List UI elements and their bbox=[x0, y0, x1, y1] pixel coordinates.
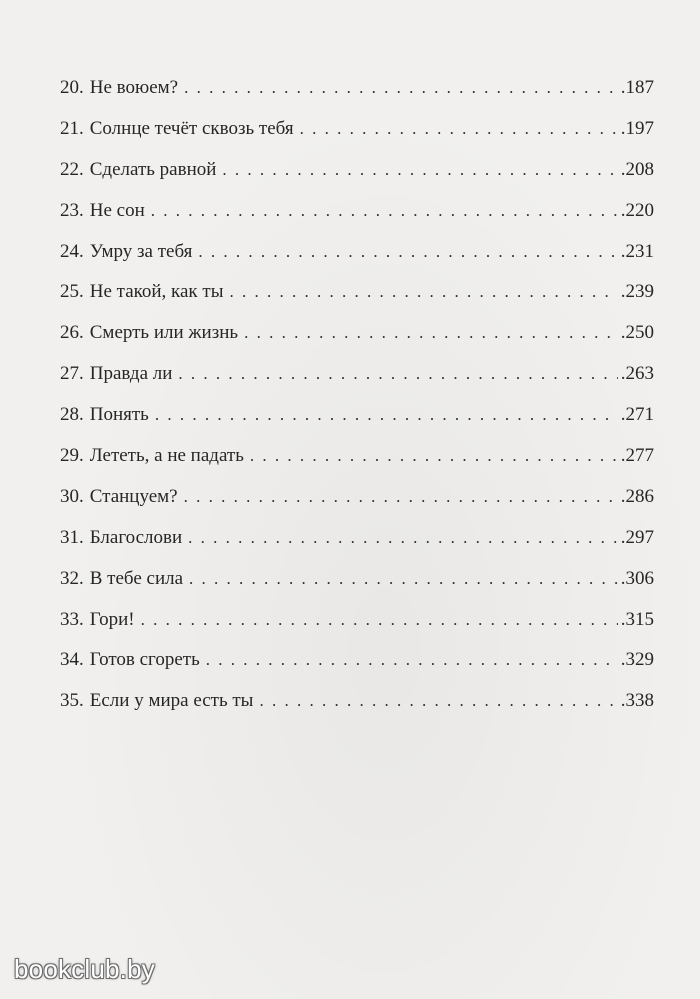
dot-leader bbox=[184, 77, 618, 99]
entry-title: Благослови bbox=[89, 526, 183, 548]
entry-number: 33. bbox=[60, 608, 84, 630]
dot-leader bbox=[259, 690, 617, 712]
entry-page-number: .297 bbox=[620, 526, 654, 548]
entry-page-number: .271 bbox=[620, 404, 654, 426]
toc-entry bbox=[60, 68, 654, 109]
entry-page-number: .329 bbox=[620, 649, 654, 671]
dot-leader bbox=[184, 486, 618, 508]
entry-page-number: .231 bbox=[620, 240, 654, 262]
entry-number: 22. bbox=[60, 158, 84, 180]
entry-number: 31. bbox=[60, 526, 84, 548]
dot-leader bbox=[250, 445, 618, 467]
entry-title: Правда ли bbox=[89, 363, 173, 385]
entry-number: 34. bbox=[60, 649, 84, 671]
toc-entry bbox=[60, 600, 654, 641]
dot-leader bbox=[151, 200, 618, 222]
dot-leader bbox=[206, 649, 618, 671]
dot-leader bbox=[222, 159, 617, 181]
entry-title: Умру за тебя bbox=[89, 240, 193, 262]
toc-entry bbox=[60, 681, 654, 722]
site-watermark: bookclub.by bbox=[14, 954, 155, 984]
entry-title: Сделать равной bbox=[89, 158, 217, 180]
entry-page-number: .286 bbox=[620, 485, 654, 507]
toc-entry bbox=[60, 150, 654, 191]
dot-leader bbox=[198, 241, 617, 263]
dot-leader bbox=[229, 281, 617, 303]
toc-entry bbox=[60, 109, 654, 150]
toc-entry bbox=[60, 559, 654, 600]
dot-leader bbox=[244, 322, 618, 344]
dot-leader bbox=[189, 568, 618, 590]
entry-number: 26. bbox=[60, 322, 84, 344]
entry-number: 20. bbox=[60, 77, 84, 98]
entry-title: Готов сгореть bbox=[89, 649, 200, 671]
entry-number: 35. bbox=[60, 690, 84, 712]
dot-leader bbox=[300, 118, 618, 140]
dot-leader bbox=[155, 404, 618, 426]
dot-leader bbox=[188, 527, 618, 549]
entry-number: 28. bbox=[60, 404, 84, 426]
entry-page-number: .187 bbox=[620, 77, 654, 98]
dot-leader bbox=[141, 609, 618, 631]
entry-number: 30. bbox=[60, 485, 84, 507]
entry-title: В тебе сила bbox=[89, 567, 184, 589]
toc-entry bbox=[60, 354, 654, 395]
entry-title: Смерть или жизнь bbox=[89, 322, 239, 344]
entry-page-number: .197 bbox=[620, 117, 654, 139]
entry-title: Станцуем? bbox=[89, 485, 178, 507]
entry-title: Не такой, как ты bbox=[89, 281, 224, 303]
entry-number: 29. bbox=[60, 445, 84, 467]
entry-page-number: .239 bbox=[620, 281, 654, 303]
dot-leader bbox=[178, 363, 617, 385]
toc-entry bbox=[60, 477, 654, 518]
entry-number: 25. bbox=[60, 281, 84, 303]
table-of-contents bbox=[60, 68, 654, 722]
toc-entry bbox=[60, 272, 654, 313]
entry-title: Солнце течёт сквозь тебя bbox=[89, 117, 294, 139]
entry-page-number: .208 bbox=[620, 158, 654, 180]
entry-number: 32. bbox=[60, 567, 84, 589]
entry-page-number: .315 bbox=[620, 608, 654, 630]
toc-entry bbox=[60, 395, 654, 436]
entry-title: Гори! bbox=[89, 608, 135, 630]
toc-entry bbox=[60, 191, 654, 232]
toc-entry bbox=[60, 640, 654, 681]
entry-number: 21. bbox=[60, 117, 84, 139]
entry-page-number: .250 bbox=[620, 322, 654, 344]
toc-entry bbox=[60, 436, 654, 477]
entry-number: 23. bbox=[60, 199, 84, 221]
entry-page-number: .277 bbox=[620, 445, 654, 467]
entry-title: Не сон bbox=[89, 199, 145, 221]
entry-page-number: .263 bbox=[620, 363, 654, 385]
entry-title: Не воюем? bbox=[89, 77, 179, 98]
toc-entry bbox=[60, 232, 654, 273]
entry-page-number: .306 bbox=[620, 567, 654, 589]
entry-title: Понять bbox=[89, 404, 149, 426]
entry-page-number: .220 bbox=[620, 199, 654, 221]
entry-title: Если у мира есть ты bbox=[89, 690, 254, 712]
entry-number: 24. bbox=[60, 240, 84, 262]
entry-number: 27. bbox=[60, 363, 84, 385]
entry-title: Лететь, а не падать bbox=[89, 445, 244, 467]
toc-entry bbox=[60, 313, 654, 354]
toc-entry bbox=[60, 518, 654, 559]
entry-page-number: .338 bbox=[620, 690, 654, 712]
